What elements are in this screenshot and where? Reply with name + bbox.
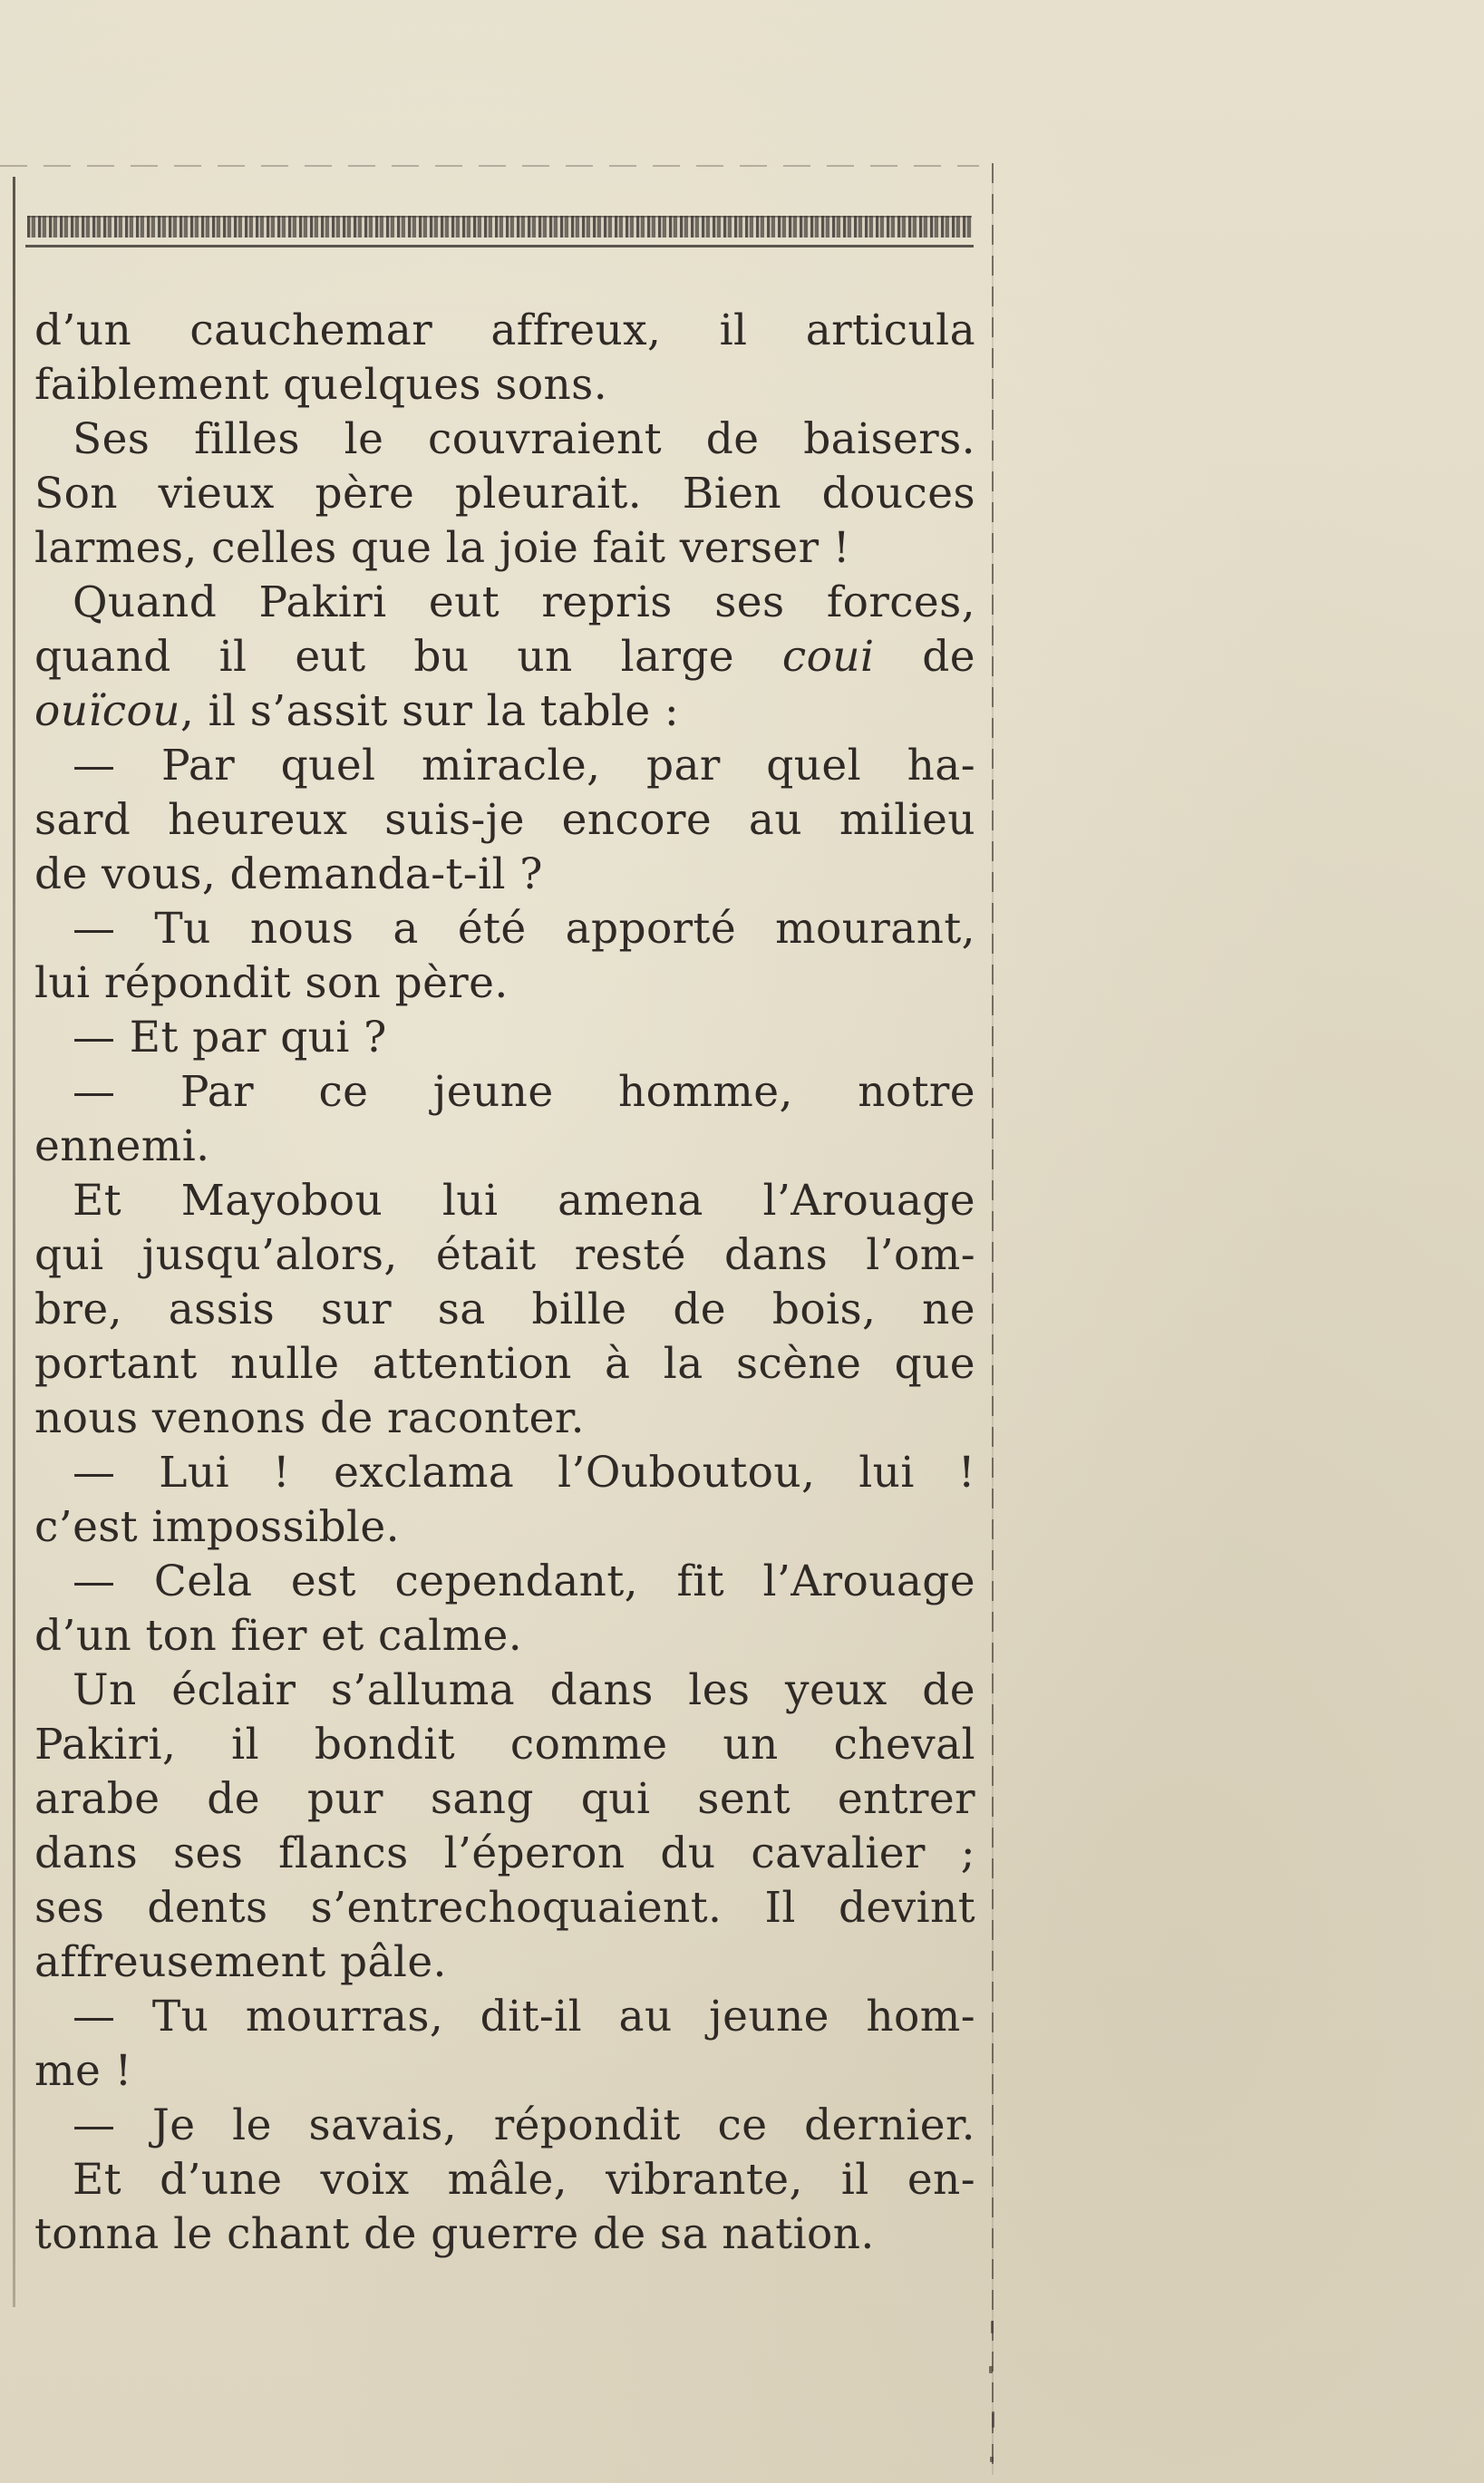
text-line: — Et par qui ? — [73, 1013, 387, 1062]
text-line: — Par ce jeune homme, notre — [73, 1067, 975, 1117]
text-line: faiblement quelques sons. — [34, 360, 608, 410]
body-text — [34, 304, 975, 2262]
text-line: larmes, celles que la joie fait verser ! — [34, 523, 851, 573]
text-line: qui jusqu’alors, était resté dans l’om- — [34, 1230, 975, 1280]
left-column-rule — [13, 177, 15, 2307]
text-line: Ses filles le couvraient de baisers. — [73, 414, 975, 464]
text-line: Et d’une voix mâle, vibrante, il en- — [73, 2155, 975, 2205]
text-line: — Tu nous a été apporté mourant, — [73, 904, 975, 954]
text-line: Et Mayobou lui amena l’Arouage — [73, 1176, 975, 1226]
text-line: de vous, demanda-t-il ? — [34, 849, 543, 899]
text-line: ennemi. — [34, 1121, 210, 1171]
text-line: c’est impossible. — [34, 1502, 400, 1552]
text-line: d’un ton fier et calme. — [34, 1611, 523, 1661]
top-border-faint — [0, 165, 979, 167]
text-line: — Je le savais, répondit ce dernier. — [73, 2100, 975, 2150]
text-line: — Cela est cependant, fit l’Arouage — [73, 1557, 975, 1606]
text-line: lui répondit son père. — [34, 958, 509, 1008]
text-line: — Par quel miracle, par quel ha- — [73, 741, 975, 790]
text-line: d’un cauchemar affreux, il articula — [34, 306, 975, 355]
text-line: sard heureux suis-je encore au milieu — [34, 795, 975, 845]
text-line: — Lui ! exclama l’Ouboutou, lui ! — [73, 1448, 975, 1498]
right-column-rule — [992, 163, 994, 2475]
text-line: Son vieux père pleurait. Bien douces — [34, 469, 975, 519]
text-line: Quand Pakiri eut repris ses forces, — [73, 577, 975, 627]
header-rule — [25, 245, 974, 247]
margin-specks — [984, 2312, 1002, 2475]
text-line: portant nulle attention à la scène que — [34, 1339, 975, 1389]
text-line: nous venons de raconter. — [34, 1393, 585, 1443]
text-line: me ! — [34, 2046, 132, 2096]
text-line: ouïcou, il s’assit sur la table : — [34, 686, 680, 736]
text-line: affreusement pâle. — [34, 1937, 447, 1987]
text-line: arabe de pur sang qui sent entrer — [34, 1774, 975, 1824]
text-line: Pakiri, il bondit comme un cheval — [34, 1720, 975, 1770]
text-line: dans ses flancs l’éperon du cavalier ; — [34, 1828, 975, 1878]
text-line: bre, assis sur sa bille de bois, ne — [34, 1285, 975, 1334]
text-line: — Tu mourras, dit-il au jeune hom- — [73, 1992, 975, 2042]
text-line: ses dents s’entrechoquaient. Il devint — [34, 1883, 975, 1933]
text-line: tonna le chant de guerre de sa nation. — [34, 2209, 875, 2259]
text-line: Un éclair s’alluma dans les yeux de — [73, 1665, 975, 1715]
header-ornament — [27, 216, 972, 238]
text-line: quand il eut bu un large coui de — [34, 632, 975, 682]
